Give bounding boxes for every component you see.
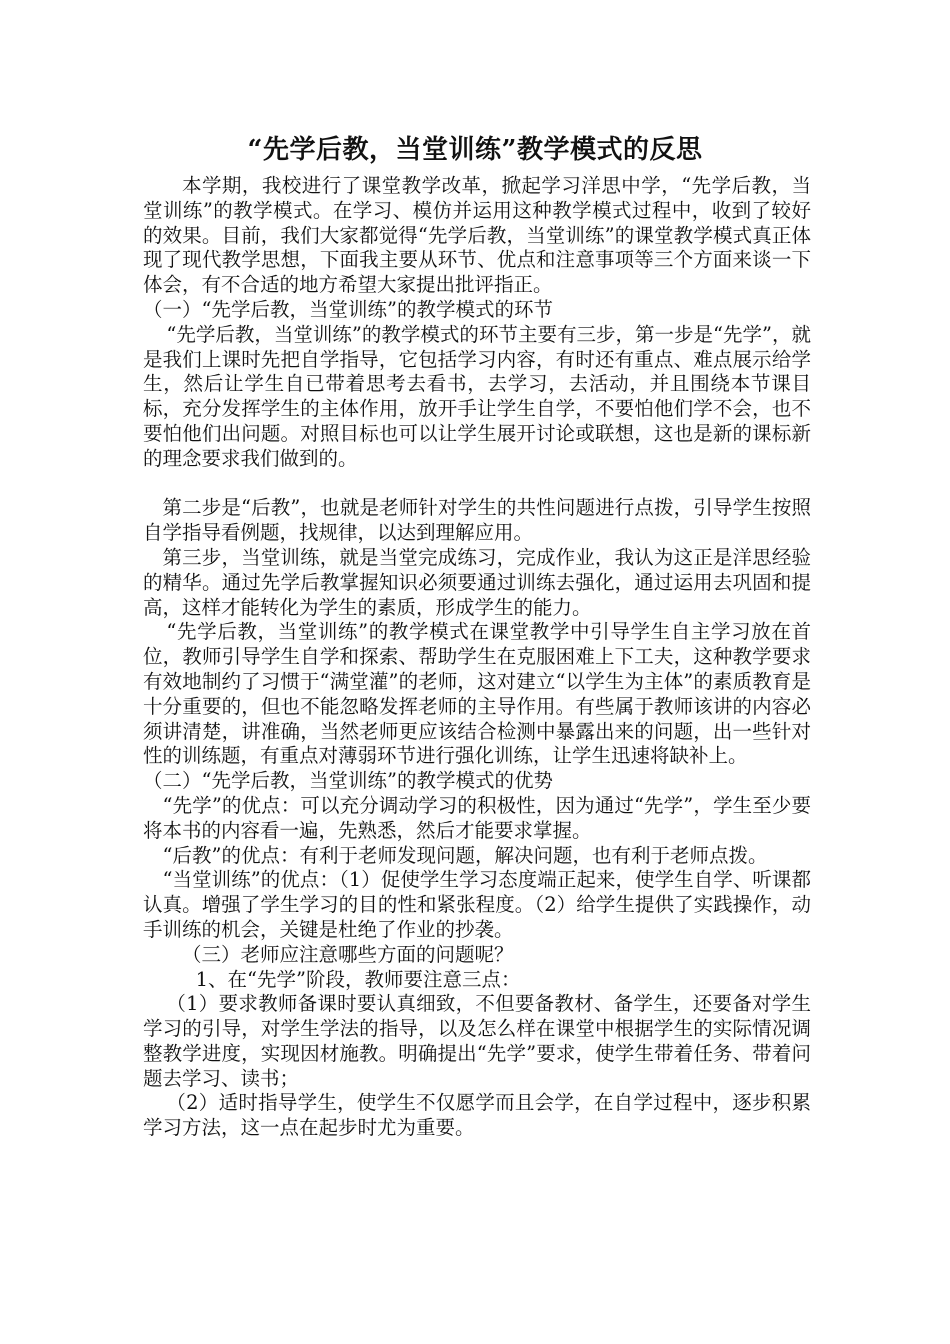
body-paragraph: “先学后教，当堂训练”的教学模式在课堂教学中引导学生自主学习放在首位，教师引导学生自学和探索、帮助学生在克服困难上下工夫，这种教学要求有效地制约了习惯于“满堂灌”的老师，这对建立“以学生为主体”的素质教育是十分重要的，但也不能忽略发挥老师的主导作用。有些属于教师该讲的内容必须讲清楚，讲准确，当然老师更应该结合检测中暴露出来的问题，出一些针对性的训练题，有重点对薄弱环节进行强化训练，让学生迅速将缺补上。: [143, 620, 811, 768]
document-title: “先学后教，当堂训练”教学模式的反思: [247, 135, 703, 165]
section-heading-1: （一）“先学后教，当堂训练”的教学模式的环节: [143, 297, 553, 321]
blank-line: [143, 472, 811, 497]
section-heading-3: （三）老师应注意哪些方面的问题呢？: [182, 942, 514, 966]
body-paragraph: “当堂训练”的优点：（1）促使学生学习态度端正起来，使学生自学、听课都认真。增强了学生学习的目的性和紧张程度。（2）给学生提供了实践操作，动手训练的机会，关键是杜绝了作业的抄袭。: [143, 868, 811, 941]
body-paragraph: 第二步是“后教”，也就是老师针对学生的共性问题进行点拨，引导学生按照自学指导看例题，找规律，以达到理解应用。: [143, 496, 811, 545]
intro-paragraph: 本学期，我校进行了课堂教学改革，掀起学习洋思中学，“先学后教，当堂训练”的教学模式。在学习、模仿并运用这种教学模式过程中，收到了较好的效果。目前，我们大家都觉得“先学后教，当堂训练”的课堂教学模式真正体现了现代教学思想，下面我主要从环节、优点和注意事项等三个方面来谈一下体会，有不合适的地方希望大家提出批评指正。: [143, 174, 811, 297]
list-item: （1）要求教师备课时要认真细致，不但要备教材、备学生，还要备对学生学习的引导，对学生学法的指导，以及怎么样在课堂中根据学生的实际情况调整教学进度，实现因材施教。明确提出“先学”要求，使学生带着任务、带着问题去学习、读书；: [143, 992, 811, 1090]
sub-heading: 1、在“先学”阶段，教师要注意三点：: [195, 967, 521, 991]
list-item: （2）适时指导学生，使学生不仅愿学而且会学，在自学过程中，逐步积累学习方法，这一点在起步时尤为重要。: [143, 1091, 811, 1140]
body-paragraph: “后教”的优点：有利于老师发现问题，解决问题，也有利于老师点拨。: [162, 843, 768, 867]
body-paragraph: 第三步，当堂训练，就是当堂完成练习，完成作业，我认为这正是洋思经验的精华。通过先学后教掌握知识必须要通过训练去强化，通过运用去巩固和提高，这样才能转化为学生的素质，形成学生的能力。: [143, 545, 811, 619]
body-paragraph: “先学”的优点：可以充分调动学习的积极性，因为通过“先学”，学生至少要将本书的内容看一遍，先熟悉，然后才能要求掌握。: [143, 793, 811, 842]
section-heading-2: （二）“先学后教，当堂训练”的教学模式的优势: [143, 769, 553, 793]
document-body: [143, 174, 811, 1141]
body-paragraph: “先学后教，当堂训练”的教学模式的环节主要有三步，第一步是“先学”，就是我们上课时先把自学指导，它包括学习内容，有时还有重点、难点展示给学生，然后让学生自已带着思考去看书，去学习，去活动，并且围绕本节课目标，充分发挥学生的主体作用，放开手让学生自学，不要怕他们学不会，也不要怕他们出问题。对照目标也可以让学生展开讨论或联想，这也是新的课标新的理念要求我们做到的。: [143, 322, 811, 470]
